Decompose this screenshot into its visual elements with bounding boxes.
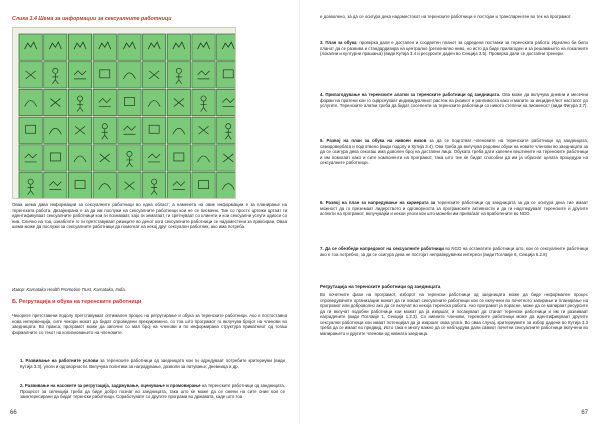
grid-cell (68, 89, 91, 115)
grid-cell (167, 173, 190, 199)
list-item-1 (20, 358, 285, 369)
grid-cell (93, 89, 116, 115)
grid-cell (192, 117, 215, 143)
grid-cell (192, 173, 215, 199)
list-item-1-text: за теренските работници од заедницата кои ги одредуваат потребите критериуми (види Кутија 3.3), улоги и одговорности. Вклучува политики за наградување, дозволи за патување, дневница и др. (20, 358, 285, 369)
grid-cell (217, 34, 235, 60)
grid-cell (217, 62, 235, 88)
grid-cell (143, 34, 166, 60)
grid-cell (118, 117, 141, 143)
list-item-2-title: 2. Развивање на насоките за регрутација, задржување, оценување и промовирање (20, 383, 201, 388)
list-item-4-title: 4. Прилагодување на теренските алатки за теренските работници од заедницата. (320, 92, 501, 97)
grid-cell (19, 89, 42, 115)
figure-source: Извор: Karnataka Health Promotion Trust, Karnataka, India. (12, 287, 126, 292)
grid-cell (167, 145, 190, 171)
grid-cell (118, 145, 141, 171)
grid-cell (19, 145, 42, 171)
pictogram-grid (13, 28, 235, 198)
grid-cell (167, 62, 190, 88)
right-page (300, 0, 600, 424)
grid-cell (167, 89, 190, 115)
list-item-2-text: на теренските работници од заедницата. Процесот за селекција треба да биде добро познат во заедницата, така што ќе може да се смени на сите оние кои се заинтересирани да бидат теренски работници. Соработувате со другите програми во државата, каде што тоа (20, 383, 285, 399)
grid-cell (118, 89, 141, 115)
grid-cell (167, 34, 190, 60)
list-item-5-title: 5. Развој на план за обука на нивоен низов (320, 138, 427, 143)
list-item-6-title: 6. Развој на план за напредување на кариерата за (320, 200, 436, 205)
grid-cell (217, 173, 235, 199)
page-number-left: 66 (10, 410, 17, 416)
list-item-2 (20, 383, 285, 400)
grid-cell (118, 173, 141, 199)
page-number-right: 67 (581, 410, 588, 416)
grid-cell (19, 117, 42, 143)
list-item-3-text: : проверка дали е достапен и соодветен планот за одредени поставки за теренската работа. Идеално би било планот да се развива и стандардизира на централно (регионално ниво, но исто да биде прилагоден и за решавањето на локалните (локални и културни прашања) (види Кутија 3.4 и ресурсите даден во Секција 3.5). Проверка дали се достапни тренери. (320, 40, 588, 56)
grid-cell (44, 173, 67, 199)
figure-description: Оваа шема дава информации за сексуалните работници во една област; а наменета на овие информации е за планирање на теренската работа. Дизајнирана е за да им послужи на сексуалните работници кои не се писмени. Тие со простх цртежи цртаат ги идентификуваат сексуалните работници кои ги познаваат, кајо ги зематаат, ги сретнуваат со клиенти и кои сексуални услуги одиоси со нив. Слично на тоа, ознаблоте го ги претставуваат ризиците во денот кога сексуалните работници се надоместени за праксираи. Оваа шема може да послужи за сексуалните работници да помогнат на некој друг сексуален работник, ако има потреба. (12, 202, 287, 229)
grid-cell (167, 117, 190, 143)
list-item-6-text: теренските работници од заедницата за да се осигура дека тие имаат можност да го преземаат лидерството и одговорноста за програмските активности и да ги надгледуваат теренските и другите аспекти на програмот, вклучувајќи и некои улоги кои што можеби им припаѓаат на вработените во NGO. (320, 200, 588, 216)
list-item-1-title: 1. Развивање на работните услови (20, 358, 99, 363)
section-heading: Б. Регрутација и обука на теренските работници (12, 299, 142, 305)
list-item-3-title: 3. План за обука (320, 40, 357, 45)
figure-caption: Слика 3.4 Шема за информации за сексуалните работници (12, 16, 172, 22)
grid-cell (93, 62, 116, 88)
grid-cell (19, 34, 42, 60)
list-item-3 (320, 40, 588, 57)
grid-cell (19, 62, 42, 88)
grid-cell (143, 89, 166, 115)
intro-paragraph: Чекорите претставени подолу претставуваат оптимален процес на регрутирање и обука за теренските работници. Ако е постоставна нова интервенција, сите чекори мокат да бидат спроведени прекуиременo, со тоа што програмот го вклучува бројот на членови во заедницата. Во праксa, програмот може да започне со мал број на членови и по информирана структура приватниот од тогаш формалните со текот на колизновањето на членовите. (12, 313, 287, 335)
list-item-5-text: за да се подготват членовите на теренските работници од заедницата, самодовербата и подготвено (види подолу и Кутија 3.4). Ова треба да вклучува редовни обуки на новите членови во заедницата за да се осигура дека секогаш има доволен број на достапни лица. Обуката треба дати хапенен вештините на теренските работници и им помогаат како и сите компоненти на програмот, така што тие ќе бидат способни да им ја објаснат целата процедура на сексуалните работници. (320, 138, 588, 165)
grid-cell (143, 117, 166, 143)
info-chart-figure (12, 27, 236, 199)
grid-cell (93, 145, 116, 171)
grid-cell (192, 89, 215, 115)
grid-cell (44, 34, 67, 60)
grid-cell (93, 117, 116, 143)
grid-cell (217, 145, 235, 171)
grid-cell (217, 89, 235, 115)
grid-cell (44, 62, 67, 88)
grid-cell (192, 62, 215, 88)
grid-cell (68, 62, 91, 88)
grid-cell (192, 34, 215, 60)
grid-cell (143, 62, 166, 88)
grid-cell (192, 145, 215, 171)
grid-cell (44, 89, 67, 115)
continued-paragraph: е дозволено, за да се осигура дека надоместокот на теренските работници е постојан и транспарентен во тек на програмот. (320, 14, 572, 19)
grid-cell (118, 34, 141, 60)
grid-cell (44, 117, 67, 143)
grid-cell (68, 173, 91, 199)
grid-cell (143, 145, 166, 171)
grid-cell (118, 62, 141, 88)
list-item-4-text: Ова може да вклучува дневни и месечни форми на пратени кои го оцврснуваат индивидуалниот растеж на ризикот и ранливостa како и мапите за инцидент/вот настапот до услугите. Теренските алатки треба да бидат сосепенти за теренските работници со нивото степени на писменост (види Фигура 3.7). (320, 92, 588, 108)
list-item-6 (320, 200, 588, 217)
grid-cell (93, 173, 116, 199)
grid-cell (68, 117, 91, 143)
grid-cell (44, 145, 67, 171)
list-item-5 (320, 138, 588, 166)
list-item-4 (320, 92, 588, 109)
grid-cell (68, 145, 91, 171)
grid-cell (93, 34, 116, 60)
grid-cell (19, 173, 42, 199)
grid-cell (143, 173, 166, 199)
list-item-7 (320, 246, 588, 257)
box-text: Во почетните фази на програмот, изборот на теренски работници од заедницата може да биде неформален процес спроведувачите организации можат да ги покаат сексуалните работници кои се вклучени во почетното запирање и планирањe на програмот или доброволно ако да се вклучат во некоја теренска работа. Ако програмот ја порасне, може да се мапираат ресурсите да ги вклучат подобни работници кои можат да ја извршат, и посакуваат да станат теренски работници и им ги развиваат наградените (види Поглавје 1, Секција 1.2.3). Со нивните членови, теренските работници може да идентификуваат другите сексуални работници кои имаат потенцијал да ја извршат оваа улога. Во оваа случај, критериумите за избор дадени во Кутија 3.3 треба да се имаат во предвид. Исто така е многу важно да се набљудува дали самиот почетни сексуалните работници вклучени во мапирањето и другите членови од нивната заедница. (320, 292, 588, 336)
list-item-7-title: 7. Да се обезбеди напредокот на сексуалните работници (320, 246, 444, 251)
list-item-7-text: во NGO на останатите работници што, кои се сексуалните работници ако е тоа потребно, за да се осигура дека не постојат неправедувачки интереси (види Поглавје 6, Секција 6.2.8) (320, 246, 588, 257)
grid-cell (68, 34, 91, 60)
box-heading: Регрутација на теренските работници од заедницата (320, 284, 441, 289)
grid-cell (217, 117, 235, 143)
